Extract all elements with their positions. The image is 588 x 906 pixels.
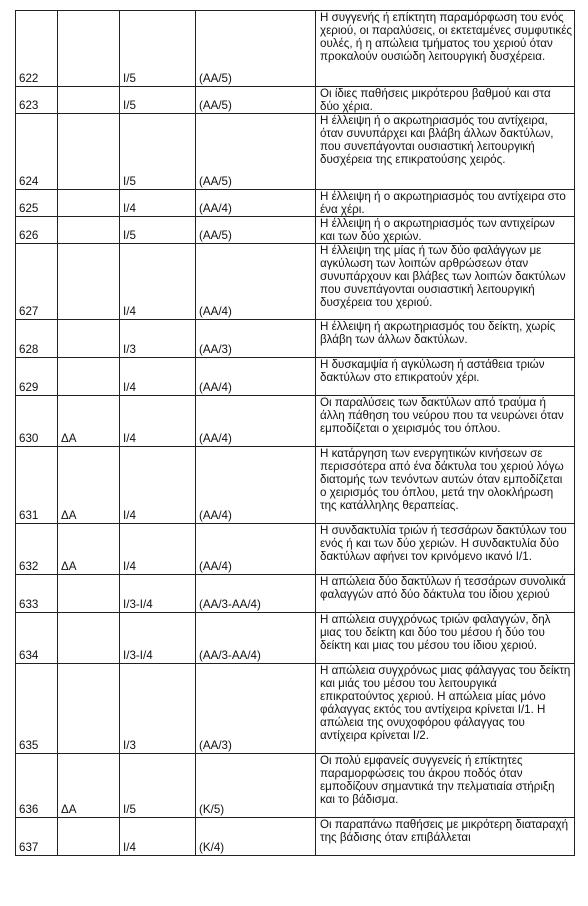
row-flag: [58, 244, 120, 320]
table-row: [16, 217, 575, 244]
row-degree: I/4: [120, 244, 196, 320]
row-code: 629: [16, 358, 58, 396]
row-code: 633: [16, 575, 58, 613]
row-degree: I/5: [120, 114, 196, 190]
row-degree: I/5: [120, 11, 196, 87]
row-category: (K/5): [196, 754, 316, 818]
row-degree: I/3-I/4: [120, 613, 196, 664]
table-row: [16, 320, 575, 358]
row-code: 624: [16, 114, 58, 190]
row-flag: [58, 664, 120, 754]
table-row: [16, 575, 575, 613]
row-degree: I/4: [120, 190, 196, 217]
table-body: [16, 11, 575, 856]
table-row: [16, 114, 575, 190]
row-code: 627: [16, 244, 58, 320]
row-description: Η συγγενής ή επίκτητη παραμόρφωση του ενός χεριού, οι παραλύσεις, οι εκτεταμένες συμφυτικές ουλές, ή η απώλεια τμήματος του χεριού όταν προκαλούν ουσιώδη λειτουργική δυσχέρεια.: [316, 11, 575, 87]
row-category: (AA/4): [196, 396, 316, 447]
row-flag: [58, 613, 120, 664]
row-degree: I/3-I/4: [120, 575, 196, 613]
row-flag: ΔΑ: [58, 396, 120, 447]
conditions-table: [15, 10, 575, 856]
row-category: (AA/3-AA/4): [196, 575, 316, 613]
table-row: [16, 11, 575, 87]
row-flag: [58, 87, 120, 114]
table-row: [16, 87, 575, 114]
row-code: 636: [16, 754, 58, 818]
table-row: [16, 524, 575, 575]
row-degree: I/4: [120, 447, 196, 524]
row-code: 628: [16, 320, 58, 358]
row-degree: I/4: [120, 396, 196, 447]
table-row: [16, 754, 575, 818]
row-degree: I/4: [120, 524, 196, 575]
row-description: Η έλλειψη ή ο ακρωτηριασμός του αντίχειρα στο ένα χέρι.: [316, 190, 575, 217]
row-category: (AA/5): [196, 11, 316, 87]
row-code: 622: [16, 11, 58, 87]
row-description: Η έλλειψη της μίας ή των δύο φαλάγγων με αγκύλωση των λοιπών αρθρώσεων όταν συνυπάρχουν και βλάβες των λοιπών δακτύλων που συνεπάγονται ουσιαστική λειτουργική δυσχέρεια του χεριού.: [316, 244, 575, 320]
row-degree: I/5: [120, 217, 196, 244]
row-description: Η έλλειψη ή ο ακρωτηριασμός του αντίχειρα, όταν συνυπάρχει και βλάβη άλλων δακτύλων, που συνεπάγονται ουσιαστική λειτουργική δυσχέρεια της επικρατούσης χειρός.: [316, 114, 575, 190]
row-description: Οι πολύ εμφανείς συγγενείς ή επίκτητες παραμορφώσεις του άκρου ποδός όταν εμποδίζουν σημαντικά την πελματιαία στήριξη και το βάδισμα.: [316, 754, 575, 818]
row-flag: [58, 190, 120, 217]
row-code: 632: [16, 524, 58, 575]
row-description: Οι ίδιες παθήσεις μικρότερου βαθμού και στα δύο χέρια.: [316, 87, 575, 114]
row-degree: I/4: [120, 818, 196, 856]
row-description: Η έλλειψη ή ακρωτηριασμός του δείκτη, χωρίς βλάβη των άλλων δακτύλων.: [316, 320, 575, 358]
row-flag: ΔΑ: [58, 524, 120, 575]
row-flag: ΔΑ: [58, 447, 120, 524]
row-description: Η έλλειψη ή ο ακρωτηριασμός των αντιχείρων και των δύο χεριών.: [316, 217, 575, 244]
row-code: 637: [16, 818, 58, 856]
table-row: [16, 613, 575, 664]
row-code: 630: [16, 396, 58, 447]
row-flag: ΔΑ: [58, 754, 120, 818]
row-degree: I/4: [120, 358, 196, 396]
row-category: (AA/3): [196, 320, 316, 358]
row-code: 626: [16, 217, 58, 244]
row-category: (AA/4): [196, 447, 316, 524]
row-description: Οι παραπάνω παθήσεις με μικρότερη διαταραχή της βάδισης όταν επιβάλλεται: [316, 818, 575, 856]
table-row: [16, 818, 575, 856]
row-category: (AA/3-AA/4): [196, 613, 316, 664]
row-category: (K/4): [196, 818, 316, 856]
row-category: (AA/4): [196, 190, 316, 217]
row-flag: [58, 114, 120, 190]
row-description: Οι παραλύσεις των δακτύλων από τραύμα ή άλλη πάθηση του νεύρου που τα νευρώνει όταν εμποδίζεται ο χειρισμός του όπλου.: [316, 396, 575, 447]
row-flag: [58, 575, 120, 613]
row-category: (AA/4): [196, 244, 316, 320]
row-degree: I/5: [120, 754, 196, 818]
row-description: Η απώλεια συγχρόνως τριών φαλαγγών, δηλ μιας του δείκτη και δύο του μέσου ή δύο του δείκτη και μιας του μέσου του ίδιου χεριού.: [316, 613, 575, 664]
row-flag: [58, 818, 120, 856]
row-category: (AA/5): [196, 217, 316, 244]
row-category: (AA/5): [196, 114, 316, 190]
row-flag: [58, 320, 120, 358]
table-row: [16, 447, 575, 524]
table-row: [16, 396, 575, 447]
row-description: Η κατάργηση των ενεργητικών κινήσεων σε περισσότερα από ένα δάκτυλα του χεριού λόγω διατομής των τενόντων αυτών όταν εμποδίζεται ο χειρισμός του όπλου, μετά την ολοκλήρωση της κατάλληλης θεραπείας.: [316, 447, 575, 524]
table-row: [16, 664, 575, 754]
row-description: Η συνδακτυλία τριών ή τεσσάρων δακτύλων του ενός ή και των δύο χεριών. Η συνδακτυλία δύο δακτύλων αφήνει τον κρινόμενο ικανό I/1.: [316, 524, 575, 575]
row-flag: [58, 217, 120, 244]
row-degree: I/3: [120, 664, 196, 754]
row-description: Η απώλεια δύο δακτύλων ή τεσσάρων συνολικά φαλαγγών από δύο δάκτυλα του ίδιου χεριού: [316, 575, 575, 613]
row-code: 631: [16, 447, 58, 524]
row-description: Η δυσκαμψία ή αγκύλωση ή αστάθεια τριών δακτύλων στο επικρατούν χέρι.: [316, 358, 575, 396]
table-row: [16, 244, 575, 320]
row-degree: I/3: [120, 320, 196, 358]
row-code: 634: [16, 613, 58, 664]
row-code: 635: [16, 664, 58, 754]
row-flag: [58, 11, 120, 87]
row-code: 625: [16, 190, 58, 217]
row-description: Η απώλεια συγχρόνως μιας φάλαγγας του δείκτη και μιάς του μέσου του λειτουργικά επικρατούντος χεριού. Η απώλεια μίας μόνο φάλαγγας εκτός του αντίχειρα κρίνεται I/1. Η απώλεια της ονυχοφόρου φάλαγγας του αντίχειρα κρίνεται I/2.: [316, 664, 575, 754]
table-row: [16, 190, 575, 217]
row-code: 623: [16, 87, 58, 114]
table-row: [16, 358, 575, 396]
row-degree: I/5: [120, 87, 196, 114]
row-category: (AA/3): [196, 664, 316, 754]
row-category: (AA/4): [196, 524, 316, 575]
row-flag: [58, 358, 120, 396]
row-category: (AA/5): [196, 87, 316, 114]
row-category: (AA/4): [196, 358, 316, 396]
